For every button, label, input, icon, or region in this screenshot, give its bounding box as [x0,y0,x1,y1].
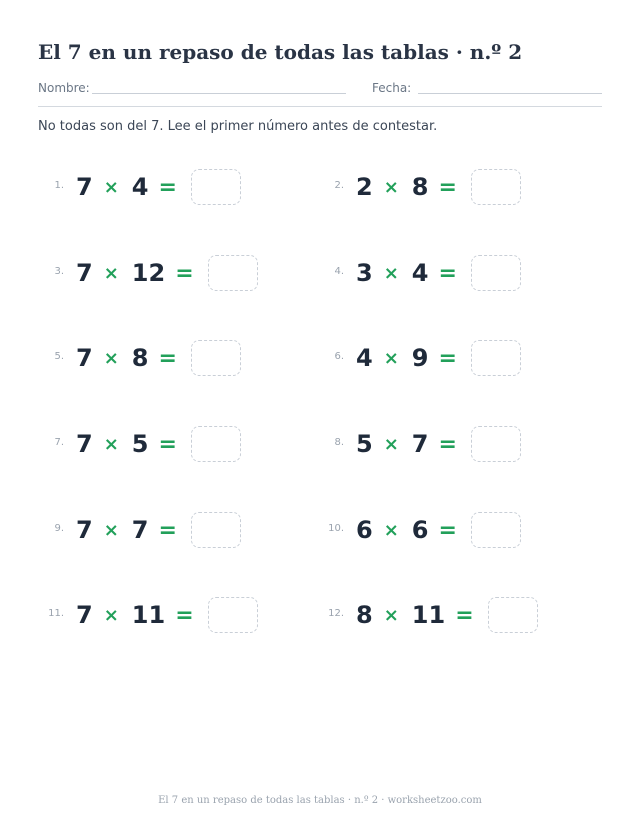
answer-box[interactable] [488,597,538,633]
problem-number: 8. [334,436,344,448]
problem-1 [38,168,241,206]
second-factor: 7 [131,516,149,544]
times-sign: × [103,519,119,541]
problem-12 [318,596,538,634]
answer-box[interactable] [471,340,521,376]
equals-sign: = [158,431,177,457]
equals-sign: = [175,602,194,628]
answer-box[interactable] [471,255,521,291]
second-factor: 8 [131,344,149,372]
equals-sign: = [175,260,194,286]
answer-box[interactable] [471,169,521,205]
problem-number: 3. [54,265,64,277]
equals-sign: = [158,517,177,543]
second-factor: 7 [411,430,429,458]
problem-3 [38,254,258,292]
answer-box[interactable] [471,426,521,462]
times-sign: × [103,604,119,626]
equals-sign: = [438,260,457,286]
second-factor: 9 [411,344,429,372]
answer-box[interactable] [471,512,521,548]
instructions: No todas son del 7. Lee el primer número antes de contestar. [38,119,438,134]
equals-sign: = [438,345,457,371]
problem-2 [318,168,521,206]
problem-9 [38,511,241,549]
equals-sign: = [158,174,177,200]
times-sign: × [103,176,119,198]
date-label: Fecha: [372,81,412,95]
problem-11 [38,596,258,634]
times-sign: × [383,604,399,626]
first-factor: 6 [356,516,373,544]
equals-sign: = [455,602,474,628]
header-divider [38,106,602,107]
worksheet-title: El 7 en un repaso de todas las tablas · n.º 2 [38,40,523,64]
second-factor: 11 [131,601,166,629]
first-factor: 7 [76,259,93,287]
second-factor: 12 [131,259,166,287]
answer-box[interactable] [191,426,241,462]
equals-sign: = [438,174,457,200]
name-date-row [38,80,602,100]
answer-box[interactable] [208,255,258,291]
times-sign: × [103,262,119,284]
times-sign: × [383,519,399,541]
second-factor: 5 [131,430,149,458]
first-factor: 7 [76,430,93,458]
problem-number: 11. [48,607,64,619]
times-sign: × [103,433,119,455]
problem-number: 5. [54,350,64,362]
problem-6 [318,339,521,377]
second-factor: 11 [411,601,446,629]
answer-box[interactable] [208,597,258,633]
times-sign: × [383,347,399,369]
problem-number: 6. [334,350,344,362]
first-factor: 4 [356,344,373,372]
problem-10 [318,511,521,549]
equals-sign: = [158,345,177,371]
answer-box[interactable] [191,340,241,376]
answer-box[interactable] [191,512,241,548]
problem-number: 9. [54,522,64,534]
problem-5 [38,339,241,377]
first-factor: 7 [76,601,93,629]
problem-number: 2. [334,179,344,191]
first-factor: 7 [76,344,93,372]
problem-number: 12. [328,607,344,619]
second-factor: 8 [411,173,429,201]
name-field-line[interactable] [92,93,346,94]
problem-4 [318,254,521,292]
answer-box[interactable] [191,169,241,205]
first-factor: 7 [76,173,93,201]
problem-8 [318,425,521,463]
equals-sign: = [438,517,457,543]
problem-number: 1. [54,179,64,191]
problem-number: 7. [54,436,64,448]
times-sign: × [383,176,399,198]
name-label: Nombre: [38,81,90,95]
page-footer: El 7 en un repaso de todas las tablas · n.º 2 · worksheetzoo.com [158,795,482,806]
problem-7 [38,425,241,463]
second-factor: 4 [131,173,149,201]
equals-sign: = [438,431,457,457]
second-factor: 6 [411,516,429,544]
first-factor: 8 [356,601,373,629]
times-sign: × [383,433,399,455]
times-sign: × [383,262,399,284]
first-factor: 5 [356,430,373,458]
first-factor: 7 [76,516,93,544]
problem-number: 4. [334,265,344,277]
first-factor: 2 [356,173,373,201]
second-factor: 4 [411,259,429,287]
first-factor: 3 [356,259,373,287]
problem-number: 10. [328,522,344,534]
times-sign: × [103,347,119,369]
date-field-line[interactable] [418,93,602,94]
